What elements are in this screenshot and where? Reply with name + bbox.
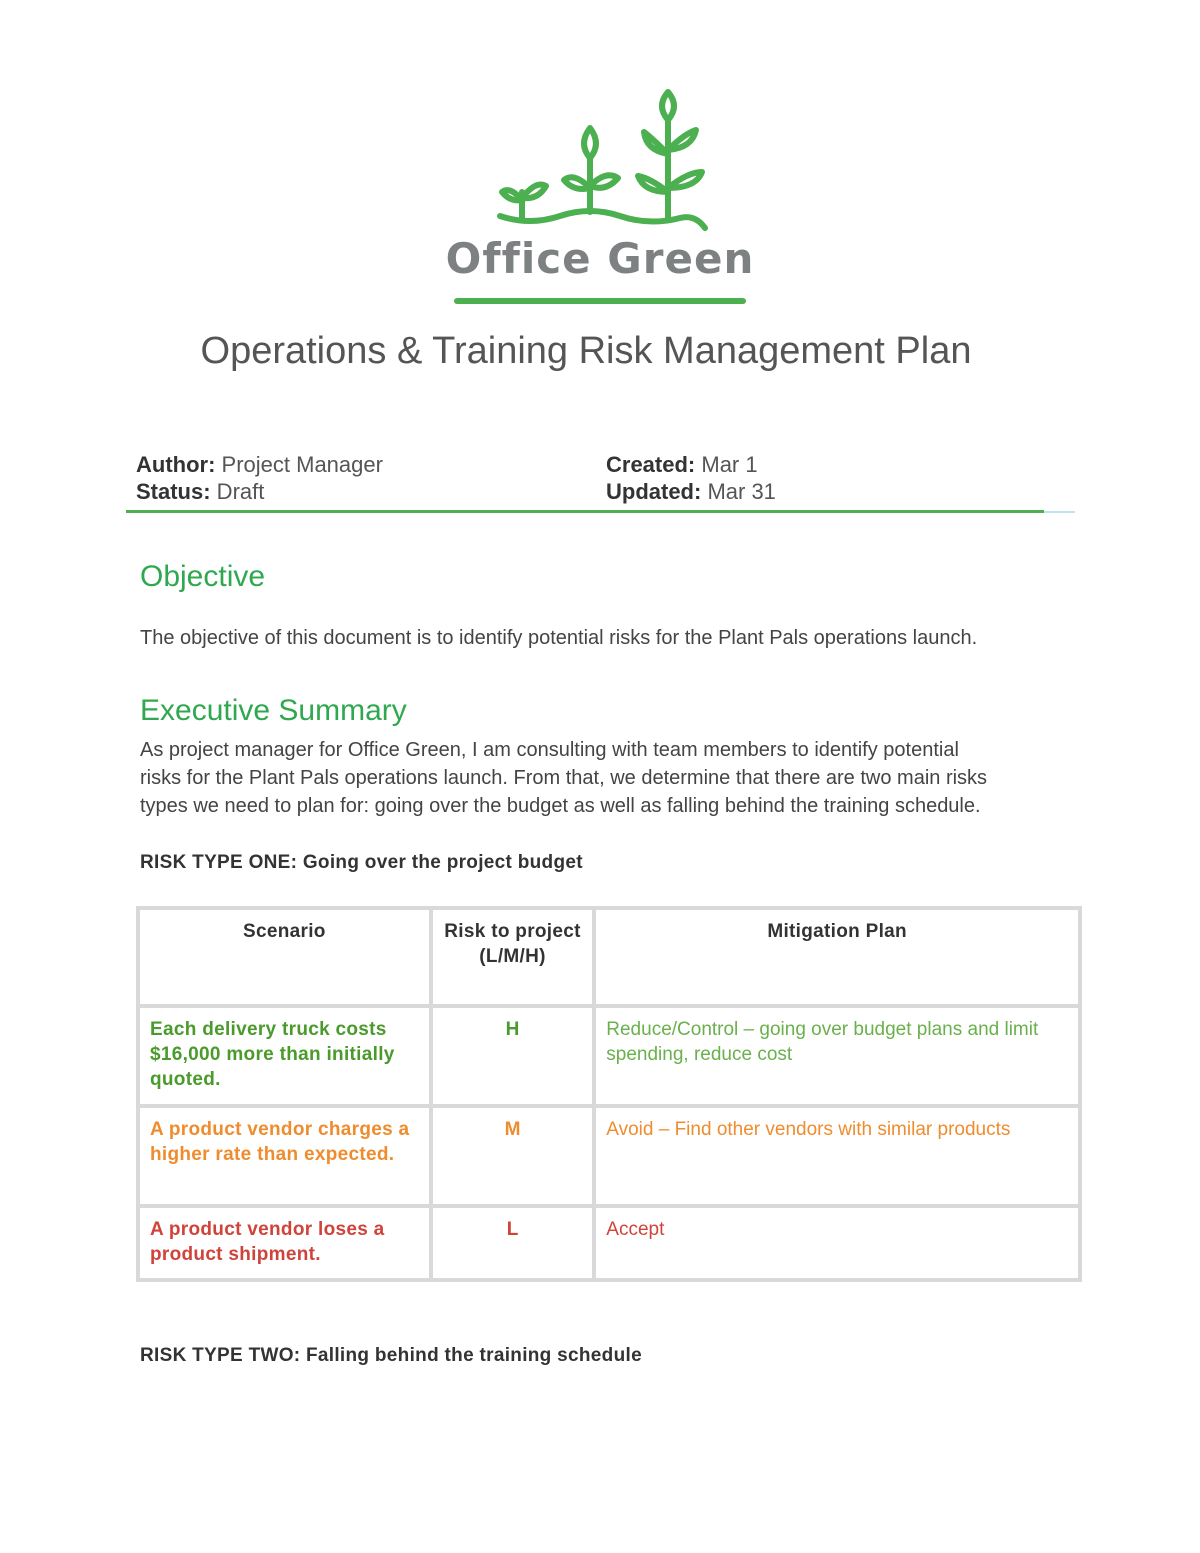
summary-line: As project manager for Office Green, I am consulting with team members to identify potential bbox=[140, 739, 959, 761]
risk-level-cell: M bbox=[431, 1106, 594, 1206]
updated-value: Mar 31 bbox=[701, 479, 776, 504]
table-row bbox=[138, 1106, 1080, 1206]
scenario-cell: A product vendor loses a product shipment. bbox=[138, 1206, 431, 1280]
summary-line: risks for the Plant Pals operations launch. From that, we determine that there are two main risks bbox=[140, 767, 988, 789]
scenario-cell: A product vendor charges a higher rate than expected. bbox=[138, 1106, 431, 1206]
updated-field bbox=[606, 478, 1076, 505]
column-header-risk: Risk to project (L/M/H) bbox=[431, 908, 594, 1006]
header-divider-tail bbox=[1044, 511, 1075, 513]
status-value: Draft bbox=[210, 479, 265, 504]
table-header-row bbox=[138, 908, 1080, 1006]
risk-level-cell: L bbox=[431, 1206, 594, 1280]
status-field bbox=[136, 478, 606, 505]
table-row bbox=[138, 1206, 1080, 1280]
mitigation-cell: Accept bbox=[594, 1206, 1080, 1280]
logo-wordmark: Office Green bbox=[445, 234, 755, 283]
office-green-logo bbox=[440, 88, 760, 318]
objective-heading: Objective bbox=[140, 560, 266, 593]
document-title: Operations & Training Risk Management Plan bbox=[200, 330, 972, 372]
objective-text: The objective of this document is to identify potential risks for the Plant Pals operations launch. bbox=[140, 627, 978, 649]
header-divider bbox=[126, 510, 1044, 513]
status-label: Status: bbox=[136, 479, 211, 504]
author-field bbox=[136, 451, 606, 478]
risk-type-two-heading: RISK TYPE TWO: Falling behind the training schedule bbox=[140, 1345, 642, 1366]
logo-underline bbox=[454, 298, 746, 304]
created-field bbox=[606, 451, 1076, 478]
column-header-scenario: Scenario bbox=[138, 908, 431, 1006]
risk-level-cell: H bbox=[431, 1006, 594, 1106]
sprouting-plants-icon bbox=[440, 88, 760, 238]
executive-summary-text bbox=[140, 736, 1080, 820]
created-value: Mar 1 bbox=[695, 452, 758, 477]
mitigation-cell: Reduce/Control – going over budget plans and limit spending, reduce cost bbox=[594, 1006, 1080, 1106]
summary-line: types we need to plan for: going over the budget as well as falling behind the training schedule. bbox=[140, 795, 981, 817]
document-meta bbox=[136, 451, 1076, 505]
table-row bbox=[138, 1006, 1080, 1106]
column-header-mitigation: Mitigation Plan bbox=[594, 908, 1080, 1006]
created-label: Created: bbox=[606, 452, 696, 477]
risk-table bbox=[136, 906, 1082, 1282]
mitigation-cell: Avoid – Find other vendors with similar products bbox=[594, 1106, 1080, 1206]
author-label: Author: bbox=[136, 452, 216, 477]
risk-type-one-heading: RISK TYPE ONE: Going over the project budget bbox=[140, 852, 583, 873]
author-value: Project Manager bbox=[215, 452, 383, 477]
updated-label: Updated: bbox=[606, 479, 702, 504]
executive-summary-heading: Executive Summary bbox=[140, 694, 407, 727]
scenario-cell: Each delivery truck costs $16,000 more than initially quoted. bbox=[138, 1006, 431, 1106]
